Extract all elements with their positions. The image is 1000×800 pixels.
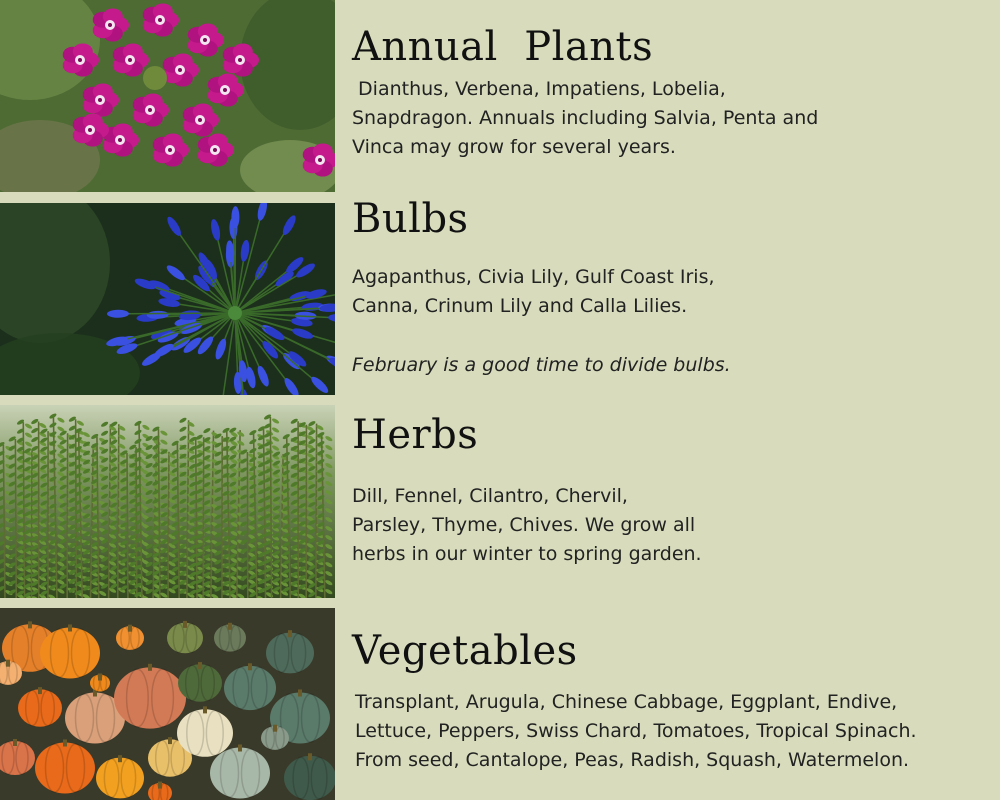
herbs-description — [352, 482, 702, 569]
description-line: Transplant, Arugula, Chinese Cabbage, Eggplant, Endive, — [355, 691, 898, 713]
description-line: From seed, Cantalope, Peas, Radish, Squash, Watermelon. — [355, 749, 910, 771]
description-line: Dianthus, Verbena, Impatiens, Lobelia, — [352, 78, 726, 100]
description-line: herbs in our winter to spring garden. — [352, 543, 702, 565]
description-line: Lettuce, Peppers, Swiss Chard, Tomatoes, Tropical Spinach. — [355, 720, 917, 742]
agapanthus-flower-image — [0, 203, 335, 395]
description-line: Vinca may grow for several years. — [352, 136, 676, 158]
description-line: Snapdragon. Annuals including Salvia, Penta and — [352, 107, 819, 129]
bulbs-note: February is a good time to divide bulbs. — [352, 354, 731, 376]
description-line: Agapanthus, Civia Lily, Gulf Coast Iris, — [352, 266, 715, 288]
herbs-heading: Herbs — [352, 412, 479, 458]
bulbs-heading: Bulbs — [352, 196, 469, 242]
pumpkins-squash-image — [0, 608, 335, 800]
annual-plants-description — [352, 75, 818, 162]
description-line: Canna, Crinum Lily and Calla Lilies. — [352, 295, 688, 317]
bulbs-description — [352, 263, 715, 321]
verbena-flower-image — [0, 0, 335, 192]
vegetables-heading: Vegetables — [352, 628, 578, 674]
thyme-herb-image — [0, 405, 335, 598]
description-line: Dill, Fennel, Cilantro, Chervil, — [352, 485, 628, 507]
vegetables-description — [355, 688, 917, 775]
annual-plants-heading: Annual Plants — [352, 24, 654, 70]
description-line: Parsley, Thyme, Chives. We grow all — [352, 514, 696, 536]
